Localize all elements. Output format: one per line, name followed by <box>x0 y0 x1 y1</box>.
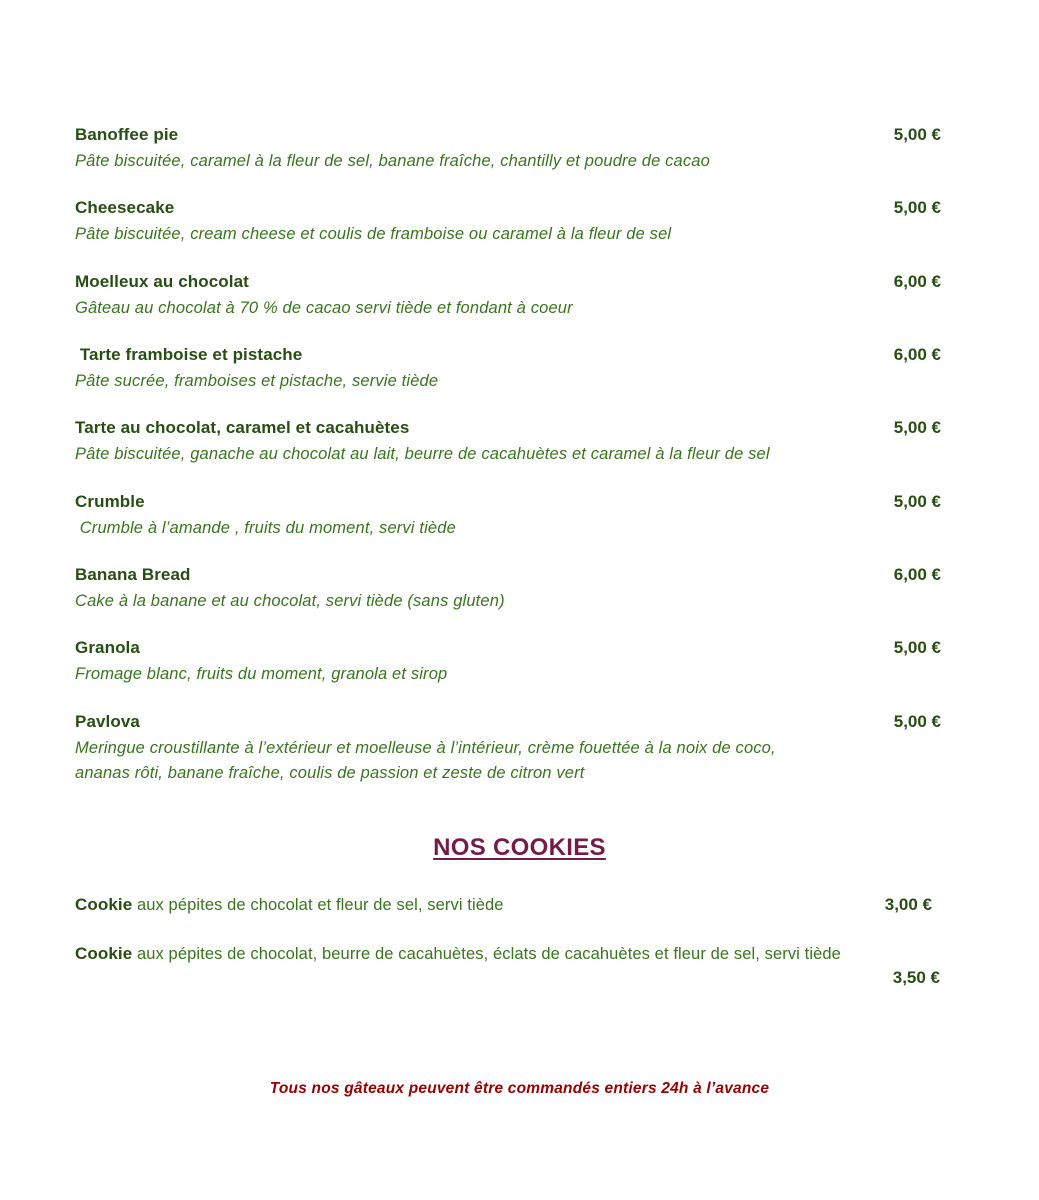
menu-item-banoffee-pie <box>75 125 941 174</box>
item-description-line-1: Meringue croustillante à l’extérieur et moelleuse à l’intérieur, crème fouettée à la noix de coco, <box>75 739 776 757</box>
cookie-description: aux pépites de chocolat et fleur de sel, servi tiède <box>132 896 504 914</box>
cookie-name: Cookie <box>75 944 133 963</box>
cookie-price-1: 3,00 € <box>884 895 932 914</box>
item-name: Banana Bread <box>75 565 191 584</box>
item-description: Crumble à l’amande , fruits du moment, servi tiède <box>75 519 456 537</box>
item-description: Pâte sucrée, framboises et pistache, servie tiède <box>75 372 439 390</box>
cookie-item-2 <box>75 944 841 964</box>
item-name: Crumble <box>75 492 145 511</box>
item-description: Pâte biscuitée, caramel à la fleur de sel, banane fraîche, chantilly et poudre de cacao <box>75 152 710 170</box>
menu-item-tarte-chocolat-caramel <box>75 418 941 467</box>
menu-item-crumble <box>75 492 941 541</box>
cookie-description: aux pépites de chocolat, beurre de cacahuètes, éclats de cacahuètes et fleur de sel, servi tiède <box>132 945 841 963</box>
cookie-price-2: 3,50 € <box>892 968 940 987</box>
menu-item-cheesecake <box>75 198 941 247</box>
footnote: Tous nos gâteaux peuvent être commandés entiers 24h à l’avance <box>269 1080 770 1097</box>
item-description-line-2: ananas rôti, banane fraîche, coulis de passion et zeste de citron vert <box>75 764 585 782</box>
item-description: Pâte biscuitée, cream cheese et coulis de framboise ou caramel à la fleur de sel <box>75 225 672 243</box>
item-price: 5,00 € <box>893 492 941 511</box>
menu-item-moelleux-au-chocolat <box>75 272 941 321</box>
item-price: 6,00 € <box>893 272 941 291</box>
item-description: Cake à la banane et au chocolat, servi tiède (sans gluten) <box>75 592 505 610</box>
section-title-cookies <box>0 834 1039 862</box>
item-name: Granola <box>75 638 140 657</box>
item-price: 6,00 € <box>893 565 941 584</box>
cookie-name: Cookie <box>75 895 133 914</box>
menu-item-banana-bread <box>75 565 941 614</box>
item-description: Fromage blanc, fruits du moment, granola et sirop <box>75 665 448 683</box>
item-price: 5,00 € <box>893 712 941 731</box>
item-name: Moelleux au chocolat <box>75 272 249 291</box>
item-price: 5,00 € <box>893 198 941 217</box>
item-name: Tarte framboise et pistache <box>75 345 303 364</box>
item-price: 5,00 € <box>893 418 941 437</box>
cookie-item-1 <box>75 895 504 915</box>
item-name: Cheesecake <box>75 198 175 217</box>
item-name: Tarte au chocolat, caramel et cacahuètes <box>75 418 410 437</box>
item-price: 6,00 € <box>893 345 941 364</box>
item-name: Banoffee pie <box>75 125 179 144</box>
item-price: 5,00 € <box>893 638 941 657</box>
menu-item-pavlova <box>75 712 941 786</box>
item-name: Pavlova <box>75 712 140 731</box>
menu-item-tarte-framboise-pistache <box>75 345 941 394</box>
item-description: Pâte biscuitée, ganache au chocolat au lait, beurre de cacahuètes et caramel à la fleur de sel <box>75 445 770 463</box>
section-title-text: NOS COOKIES <box>433 834 606 861</box>
menu-item-granola <box>75 638 941 687</box>
item-price: 5,00 € <box>893 125 941 144</box>
item-description: Gâteau au chocolat à 70 % de cacao servi tiède et fondant à coeur <box>75 299 573 317</box>
